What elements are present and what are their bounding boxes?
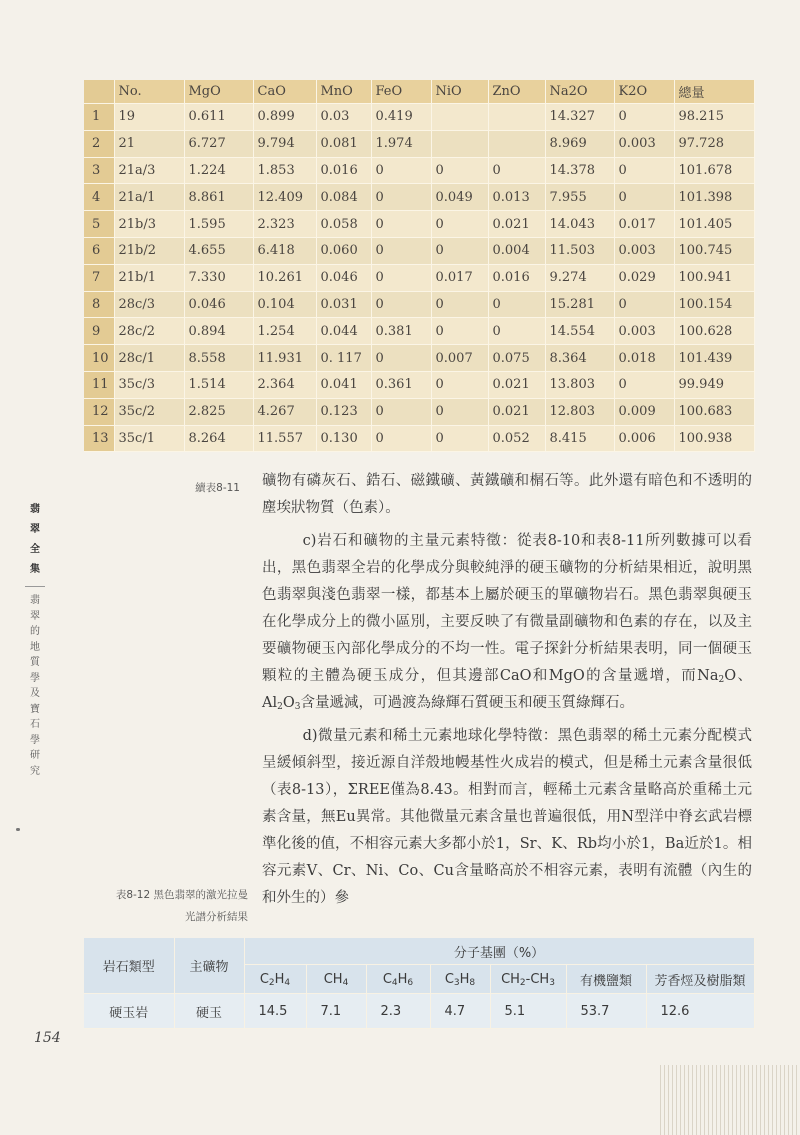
table-cell: 0.016 [488, 264, 545, 291]
table-cell: 0 [614, 104, 674, 131]
table-cell: 14.378 [545, 157, 614, 184]
table-cell: 0 [371, 264, 431, 291]
formula-text: CH [323, 971, 343, 987]
table-cell: 101.405 [674, 211, 754, 238]
table-cell: 0.007 [431, 345, 488, 372]
row-index-cell: 6 [84, 237, 114, 264]
row-index-cell: 9 [84, 318, 114, 345]
sidebar [24, 500, 46, 779]
formula-text: H [459, 971, 470, 987]
table-cell: 9.274 [545, 264, 614, 291]
table-cell: 0 [371, 425, 431, 452]
subscript: 3 [294, 702, 301, 712]
chapter-char: 究 [30, 765, 40, 777]
table-cell: 0.041 [316, 371, 371, 398]
table-cell: 0.03 [316, 104, 371, 131]
table-cell: 2.364 [253, 371, 316, 398]
main-mineral-header: 主礦物 [174, 938, 244, 994]
table-cell: 12.803 [545, 398, 614, 425]
subscript: 2 [519, 977, 526, 988]
table-cell: 0.419 [371, 104, 431, 131]
formula-text: 有機鹽類 [579, 973, 632, 989]
column-header: K2O [614, 80, 674, 104]
table-cell: 6.727 [184, 130, 253, 157]
row-index-cell: 11 [84, 371, 114, 398]
column-header: MnO [316, 80, 371, 104]
table-cell: 0 [371, 184, 431, 211]
table-cell: 100.938 [674, 425, 754, 452]
column-header: MgO [184, 80, 253, 104]
chapter-char: 質 [30, 657, 40, 668]
table-cell: 21a/3 [114, 157, 184, 184]
table-cell: 0.017 [614, 211, 674, 238]
molecular-group-column-header [244, 965, 306, 994]
table-cell: 0.052 [488, 425, 545, 452]
row-index-cell: 4 [84, 184, 114, 211]
scan-edge-marks [660, 1065, 800, 1135]
table-row [84, 237, 754, 264]
table-cell: 0.130 [316, 425, 371, 452]
subscript: 2 [268, 977, 275, 988]
table-cell: 0.003 [614, 237, 674, 264]
table-cell: 0 [614, 184, 674, 211]
column-header: 總量 [674, 80, 754, 104]
table-cell: 0.004 [488, 237, 545, 264]
paragraph-3: d)微量元素和稀土元素地球化學特徵：黑色翡翠的稀土元素分配模式呈緩傾斜型，接近源自洋殼地幔基性火成岩的模式，但是稀土元素含量很低（表8-13），ΣREE僅為8.43。相對而言，輕稀土元素含量略高於重稀土元素含量，無Eu異常。其他微量元素含量也普遍很低，用N型洋中脊玄武岩標準化後的值，不相容元素大多都小於1，Sr、K、Rb均小於1，Ba近於1。相容元素V、Cr、Ni、Co、Cu含量略高於不相容元素，表明有流體（內生的和外生的）參 [262, 728, 752, 906]
table-cell: 0 [371, 291, 431, 318]
table-cell: 0 [431, 211, 488, 238]
formula-text: H [274, 971, 285, 987]
table-cell: 0 [431, 425, 488, 452]
formula-text: H [397, 971, 408, 987]
column-header: FeO [371, 80, 431, 104]
row-index-cell: 12 [84, 398, 114, 425]
table-cell: 0.003 [614, 318, 674, 345]
row-index-cell: 8 [84, 291, 114, 318]
rock-type-header: 岩石類型 [84, 938, 174, 994]
subscript: 3 [549, 977, 555, 988]
table-row [84, 291, 754, 318]
table-cell: 0 [431, 157, 488, 184]
table-cell: 100.745 [674, 237, 754, 264]
table-cell: 0.046 [184, 291, 253, 318]
table-row [84, 318, 754, 345]
table-cell: 100.941 [674, 264, 754, 291]
table-cell: 21b/2 [114, 237, 184, 264]
table-row [84, 211, 754, 238]
table-cell: 0 [431, 398, 488, 425]
value-cell: 7.1 [306, 994, 366, 1029]
table-8-12-caption-line1: 表8-12 黑色翡翠的激光拉曼 [115, 889, 248, 901]
table-cell: 4.267 [253, 398, 316, 425]
table-8-12-caption [80, 884, 248, 928]
table-cell: 7.955 [545, 184, 614, 211]
table-cell: 0.381 [371, 318, 431, 345]
table-cell: 11.931 [253, 345, 316, 372]
molecular-group-column-header [366, 965, 430, 994]
molecular-group-column-header [306, 965, 366, 994]
table-cell: 0 [614, 157, 674, 184]
row-index-cell: 3 [84, 157, 114, 184]
table-cell: 0.021 [488, 211, 545, 238]
series-char: 全 [30, 544, 40, 555]
table-cell: 6.418 [253, 237, 316, 264]
table-cell: 0.361 [371, 371, 431, 398]
table-cell: 100.628 [674, 318, 754, 345]
table-cell: 0 [371, 157, 431, 184]
table-cell: 0.021 [488, 398, 545, 425]
subscript: 6 [407, 977, 414, 988]
value-cell: 5.1 [490, 994, 566, 1029]
column-header: NiO [431, 80, 488, 104]
subscript: 2 [277, 702, 283, 712]
table-cell: 0.123 [316, 398, 371, 425]
chapter-char: 及 [30, 688, 40, 699]
table-cell: 9.794 [253, 130, 316, 157]
table-cell: 0.044 [316, 318, 371, 345]
table-cell: 0.899 [253, 104, 316, 131]
table-cell: 98.215 [674, 104, 754, 131]
table-cell: 0.021 [488, 371, 545, 398]
column-header: No. [114, 80, 184, 104]
table-cell: 21b/3 [114, 211, 184, 238]
table-cell: 19 [114, 104, 184, 131]
table-cell: 2.825 [184, 398, 253, 425]
series-char: 集 [30, 564, 40, 575]
molecular-group-column-header [490, 965, 566, 994]
table-cell: 0 [371, 237, 431, 264]
table-cell [488, 130, 545, 157]
table-row [84, 157, 754, 184]
subscript: 4 [391, 977, 398, 988]
value-cell: 2.3 [366, 994, 430, 1029]
table-cell: 0 [431, 237, 488, 264]
table-row [84, 184, 754, 211]
table-cell: 0.058 [316, 211, 371, 238]
chapter-char: 學 [30, 672, 40, 684]
row-index-cell: 10 [84, 345, 114, 372]
table-cell: 0.006 [614, 425, 674, 452]
table-cell: 11.503 [545, 237, 614, 264]
chapter-title [24, 593, 46, 779]
index-header [84, 80, 114, 104]
table-cell: 35c/3 [114, 371, 184, 398]
table-cell: 1.974 [371, 130, 431, 157]
table-row [84, 104, 754, 131]
table-cell: 8.415 [545, 425, 614, 452]
series-char: 翠 [30, 524, 40, 535]
table-cell: 1.853 [253, 157, 316, 184]
subscript: 2 [718, 675, 725, 685]
chapter-char: 研 [30, 750, 40, 761]
molecular-group-column-header [430, 965, 490, 994]
table-cell: 1.224 [184, 157, 253, 184]
table-cell: 0 [488, 157, 545, 184]
chapter-char: 翡 [30, 595, 40, 606]
row-index-cell: 7 [84, 264, 114, 291]
table-cell: 0. 117 [316, 345, 371, 372]
row-index-cell: 5 [84, 211, 114, 238]
table-header-row [84, 80, 754, 104]
chapter-char: 地 [30, 641, 40, 653]
chapter-char: 的 [30, 626, 40, 637]
formula-text: C [382, 971, 392, 987]
chapter-char: 石 [30, 719, 40, 730]
table-cell: 14.554 [545, 318, 614, 345]
mineral-cell: 硬玉 [174, 994, 244, 1029]
subscript: 4 [284, 977, 291, 988]
table-cell: 97.728 [674, 130, 754, 157]
table-cell: 100.154 [674, 291, 754, 318]
chapter-char: 學 [30, 734, 40, 746]
table-cell: 0.081 [316, 130, 371, 157]
composition-table [84, 80, 755, 452]
series-char: 翡 [30, 504, 40, 515]
page-number: 154 [34, 1030, 61, 1046]
column-header: Na2O [545, 80, 614, 104]
value-cell: 53.7 [566, 994, 646, 1029]
table-cell: 0 [614, 371, 674, 398]
paragraph-2-part-a: c)岩石和礦物的主量元素特徵：從表8-10和表8-11所列數據可以看出，黑色翡翠全岩的化學成分與較純淨的硬玉礦物的分析結果相近，說明黑色翡翠與淺色翡翠一樣，都基本上屬於硬玉的單礦物岩石。黑色翡翠與硬玉在化學成分上的微小區別，主要反映了有微量副礦物和色素的存在，以及主要礦物硬玉內部化學成分的不均一性。電子探針分析結果表明，同一個硬玉顆粒的主體為硬玉成分，但其邊部CaO和MgO的含量遞增，而Na [262, 533, 752, 684]
table-cell: 1.595 [184, 211, 253, 238]
table-cell: 21 [114, 130, 184, 157]
table-cell: 101.439 [674, 345, 754, 372]
table-cell: 14.043 [545, 211, 614, 238]
formula-text: 芳香烴及樹脂類 [654, 973, 746, 989]
table-cell: 4.655 [184, 237, 253, 264]
paragraph-2-part-b: O、Al [262, 668, 752, 711]
table-cell: 0.084 [316, 184, 371, 211]
table-cell: 0 [614, 291, 674, 318]
table-cell: 0.013 [488, 184, 545, 211]
chapter-char: 翠 [30, 610, 40, 622]
table-cell: 0 [488, 291, 545, 318]
table-cell: 10.261 [253, 264, 316, 291]
table-cell: 28c/1 [114, 345, 184, 372]
value-cell: 14.5 [244, 994, 306, 1029]
table-cell: 1.254 [253, 318, 316, 345]
table-cell: 0.018 [614, 345, 674, 372]
chapter-char: 寶 [30, 703, 40, 715]
table-cell: 0.031 [316, 291, 371, 318]
table-row [84, 264, 754, 291]
row-index-cell: 13 [84, 425, 114, 452]
table-cell [488, 104, 545, 131]
table-cell: 14.327 [545, 104, 614, 131]
table-cell: 0.029 [614, 264, 674, 291]
molecular-group-header: 分子基團（%） [244, 938, 754, 965]
table-cell: 99.949 [674, 371, 754, 398]
value-cell: 4.7 [430, 994, 490, 1029]
subscript: 3 [453, 977, 460, 988]
table-cell: 28c/2 [114, 318, 184, 345]
table-cell: 0.060 [316, 237, 371, 264]
table-cell: 11.557 [253, 425, 316, 452]
table-cell: 0.894 [184, 318, 253, 345]
table-cell: 21a/1 [114, 184, 184, 211]
sidebar-divider [25, 586, 45, 587]
table-cell: 0.104 [253, 291, 316, 318]
table-cell: 0.017 [431, 264, 488, 291]
table-cell: 1.514 [184, 371, 253, 398]
table-cell: 0.016 [316, 157, 371, 184]
row-index-cell: 1 [84, 104, 114, 131]
table-cell: 8.264 [184, 425, 253, 452]
formula-text: C [444, 971, 454, 987]
paragraph-1: 礦物有磷灰石、鋯石、磁鐵礦、黃鐵礦和榍石等。此外還有暗色和不透明的塵埃狀物質（色素）。 [262, 473, 752, 516]
table-cell: 0.075 [488, 345, 545, 372]
table-row [84, 345, 754, 372]
row-index-cell: 2 [84, 130, 114, 157]
paragraph-2-part-d: 含量遞減，可過渡為綠輝石質硬玉和硬玉質綠輝石。 [300, 695, 634, 711]
rock-type-cell: 硬玉岩 [84, 994, 174, 1029]
table-cell: 21b/1 [114, 264, 184, 291]
formula-text: -CH [525, 971, 550, 987]
column-header: ZnO [488, 80, 545, 104]
table-cell: 0 [488, 318, 545, 345]
table-cell: 15.281 [545, 291, 614, 318]
formula-text: C [259, 971, 269, 987]
table-cell [431, 104, 488, 131]
table-row [84, 994, 754, 1029]
table-row [84, 130, 754, 157]
table-cell: 0 [371, 398, 431, 425]
table-cell: 0 [371, 345, 431, 372]
paragraph-2 [262, 528, 752, 717]
formula-text: CH [501, 971, 520, 987]
table-cell: 0.611 [184, 104, 253, 131]
table-cell: 7.330 [184, 264, 253, 291]
table-cell: 8.364 [545, 345, 614, 372]
molecular-group-column-header [566, 965, 646, 994]
table-cell: 8.969 [545, 130, 614, 157]
table-cell: 100.683 [674, 398, 754, 425]
table-row [84, 371, 754, 398]
table-8-12-caption-line2: 光譜分析結果 [185, 911, 248, 923]
raman-table [84, 938, 755, 1029]
table-cell: 35c/2 [114, 398, 184, 425]
value-cell: 12.6 [646, 994, 754, 1029]
table-cell: 8.861 [184, 184, 253, 211]
molecular-group-column-header [646, 965, 754, 994]
table-cell: 8.558 [184, 345, 253, 372]
table-cell: 2.323 [253, 211, 316, 238]
subscript: 8 [469, 977, 476, 988]
table-cell: 0 [431, 291, 488, 318]
table-cell: 0 [431, 371, 488, 398]
table-8-11-caption: 續表8-11 [195, 482, 240, 494]
table-cell: 0 [431, 318, 488, 345]
table-cell: 0.009 [614, 398, 674, 425]
series-title [24, 500, 46, 580]
table-cell: 0.003 [614, 130, 674, 157]
table-cell: 28c/3 [114, 291, 184, 318]
table-row [84, 398, 754, 425]
table-cell: 35c/1 [114, 425, 184, 452]
table-cell: 12.409 [253, 184, 316, 211]
scan-mark [16, 828, 20, 831]
table-cell: 0.046 [316, 264, 371, 291]
paragraph-2-part-c: O [282, 695, 295, 711]
body-text [262, 468, 752, 912]
raman-header-row-1 [84, 938, 754, 965]
table-cell: 13.803 [545, 371, 614, 398]
table-cell: 0.049 [431, 184, 488, 211]
table-cell: 0 [371, 211, 431, 238]
column-header: CaO [253, 80, 316, 104]
table-row [84, 425, 754, 452]
table-cell: 101.398 [674, 184, 754, 211]
table-cell: 101.678 [674, 157, 754, 184]
subscript: 4 [342, 977, 349, 988]
table-cell [431, 130, 488, 157]
